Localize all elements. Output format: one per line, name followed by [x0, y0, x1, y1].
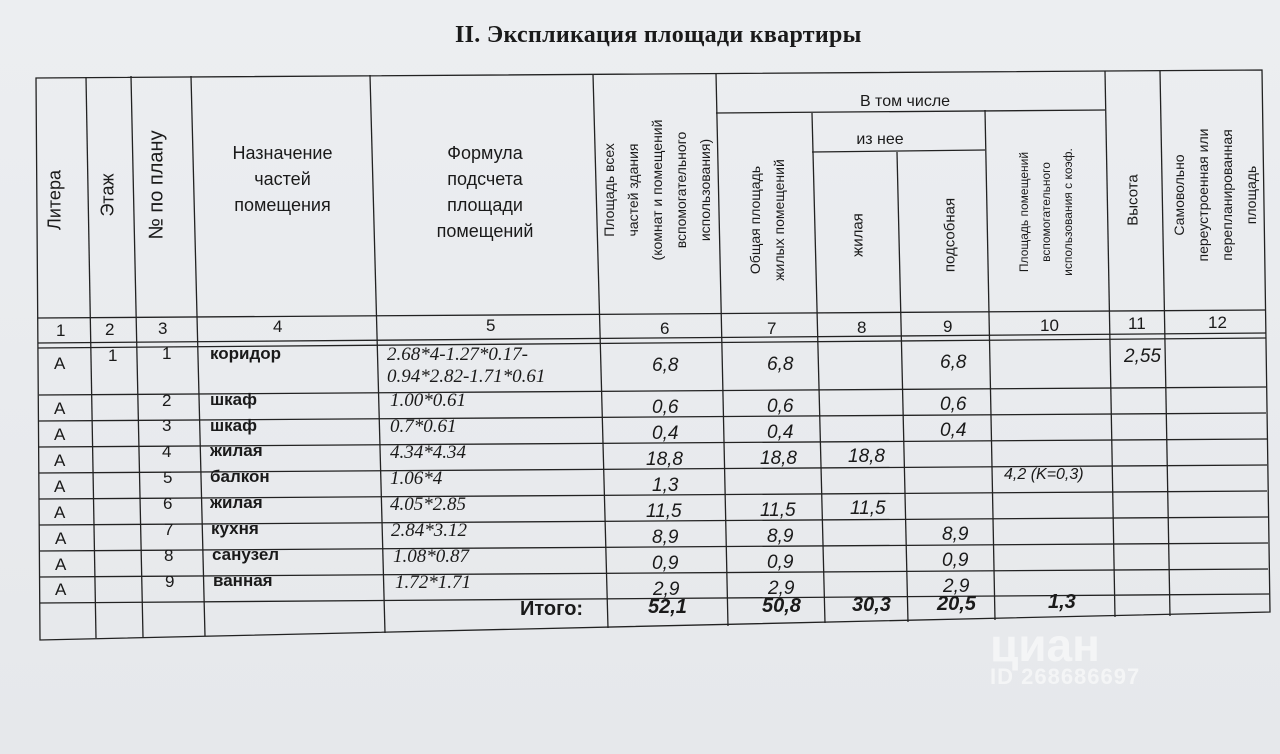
cell-name: жилая — [210, 441, 263, 460]
cell-podsobnaya: 0,9 — [942, 550, 969, 571]
watermark-logo: циан — [990, 619, 1100, 671]
col-number: 6 — [660, 319, 670, 338]
cell-obshaya: 0,4 — [767, 422, 794, 443]
header-iz-nee: из нее — [856, 131, 904, 148]
cell-formula: 0.7*0.61 — [390, 416, 457, 437]
cell-formula: 1.72*1.71 — [395, 572, 471, 593]
cell-no: 4 — [162, 442, 172, 461]
cell-litera: А — [55, 580, 67, 599]
cell-name: шкаф — [210, 416, 258, 435]
cell-podsobnaya: 0,6 — [940, 394, 967, 415]
cell-podsobnaya: 2,9 — [943, 576, 970, 597]
cell-no: 3 — [162, 416, 172, 435]
cell-formula: 4.05*2.85 — [390, 494, 466, 515]
cell-obshaya: 6,8 — [767, 354, 794, 375]
cell-zhilaya: 18,8 — [848, 446, 885, 467]
itogo-zhilaya: 30,3 — [852, 594, 891, 616]
cell-litera: А — [54, 354, 66, 373]
header-podsobnaya: подсобная — [941, 197, 959, 273]
cell-no: 8 — [164, 546, 174, 565]
cell-obshaya: 0,6 — [767, 396, 794, 417]
cell-formula: 1.08*0.87 — [393, 546, 469, 567]
col-number: 2 — [105, 320, 115, 339]
cell-no: 9 — [165, 572, 175, 591]
cell-total: 8,9 — [652, 527, 679, 548]
cell-zhilaya: 11,5 — [850, 498, 886, 519]
cell-no: 6 — [163, 494, 173, 513]
cell-no: 2 — [162, 391, 172, 410]
itogo-vspomog: 1,3 — [1048, 591, 1076, 613]
cell-vysota: 2,55 — [1124, 346, 1161, 367]
col-number: 10 — [1040, 316, 1059, 335]
cell-name: санузел — [212, 545, 280, 564]
col-number: 12 — [1208, 313, 1227, 332]
cell-vspomog: 4,2 (K=0,3) — [1004, 466, 1084, 483]
itogo-podsobnaya: 20,5 — [937, 593, 976, 615]
watermark-id: ID 268686697 — [990, 664, 1141, 689]
cell-podsobnaya: 6,8 — [940, 352, 967, 373]
cell-total: 6,8 — [652, 355, 679, 376]
header-naznachenie: Назначение частей помещения — [232, 143, 333, 216]
cell-podsobnaya: 0,4 — [940, 420, 967, 441]
header-etazh: Этаж — [97, 173, 118, 217]
cell-obshaya: 11,5 — [760, 500, 796, 521]
itogo-obshaya: 50,8 — [762, 595, 801, 617]
col-number: 7 — [767, 319, 777, 338]
cell-no: 5 — [163, 468, 173, 487]
cell-litera: А — [54, 477, 66, 496]
cell-total: 2,9 — [653, 579, 680, 600]
header-obshaya: Общая площадь жилых помещений — [747, 159, 787, 281]
header-samovolno: Самовольно переустроенная или перепланированная площадь — [1171, 128, 1259, 262]
cell-litera: А — [54, 425, 66, 444]
cell-total: 0,6 — [652, 397, 679, 418]
cell-etazh: 1 — [108, 346, 118, 365]
cell-name: шкаф — [210, 390, 258, 409]
itogo-label: Итого: — [520, 598, 584, 620]
cell-total: 0,9 — [652, 553, 679, 574]
cell-obshaya: 0,9 — [767, 552, 794, 573]
col-number: 11 — [1128, 314, 1146, 333]
cell-litera: А — [54, 451, 66, 470]
itogo-total: 52,1 — [648, 596, 687, 618]
cell-obshaya: 2,9 — [768, 578, 795, 599]
cell-formula: 2.68*4-1.27*0.17- 0.94*2.82-1.71*0.61 — [387, 344, 546, 387]
cell-formula: 1.06*4 — [390, 468, 443, 489]
cell-name: жилая — [210, 493, 263, 512]
cell-name: коридор — [210, 344, 282, 363]
cell-litera: А — [55, 529, 67, 548]
cell-litera: А — [54, 503, 66, 522]
cell-formula: 4.34*4.34 — [390, 442, 466, 463]
cell-litera: А — [54, 399, 66, 418]
cell-total: 18,8 — [646, 449, 683, 470]
header-zhilaya: жилая — [849, 213, 867, 257]
cell-podsobnaya: 8,9 — [942, 524, 969, 545]
cell-obshaya: 8,9 — [767, 526, 794, 547]
header-litera: Литера — [44, 170, 65, 230]
col-number: 8 — [857, 318, 867, 337]
cell-name: ванная — [213, 571, 273, 590]
header-v-tom-chisle: В том числе — [859, 93, 951, 110]
cell-litera: А — [55, 555, 67, 574]
cell-total: 1,3 — [652, 475, 679, 496]
header-vspomog: Площадь помещений вспомогательного использования с коэф. — [1017, 148, 1075, 276]
col-number: 9 — [943, 317, 953, 336]
cell-formula: 2.84*3.12 — [391, 520, 467, 541]
cell-total: 0,4 — [652, 423, 679, 444]
col-number: 4 — [273, 317, 283, 336]
page-title: II. Экспликация площади квартиры — [455, 22, 862, 48]
col-number: 3 — [158, 319, 168, 338]
cell-total: 11,5 — [646, 501, 682, 522]
cell-name: кухня — [211, 519, 259, 538]
cell-formula: 1.00*0.61 — [390, 390, 466, 411]
header-ploshad-vseh: Площадь всех частей здания (комнат и помещений вспомогательного использования) — [601, 119, 713, 261]
header-vysota: Высота — [1124, 174, 1142, 226]
col-number: 1 — [56, 321, 66, 340]
cell-no: 7 — [164, 520, 174, 539]
cell-name: балкон — [210, 467, 270, 486]
header-formula: Формула подсчета площади помещений — [436, 143, 534, 242]
cell-obshaya: 18,8 — [760, 448, 797, 469]
header-po-planu: № по плану — [145, 130, 168, 240]
col-number: 5 — [486, 316, 496, 335]
cell-no: 1 — [162, 344, 172, 363]
